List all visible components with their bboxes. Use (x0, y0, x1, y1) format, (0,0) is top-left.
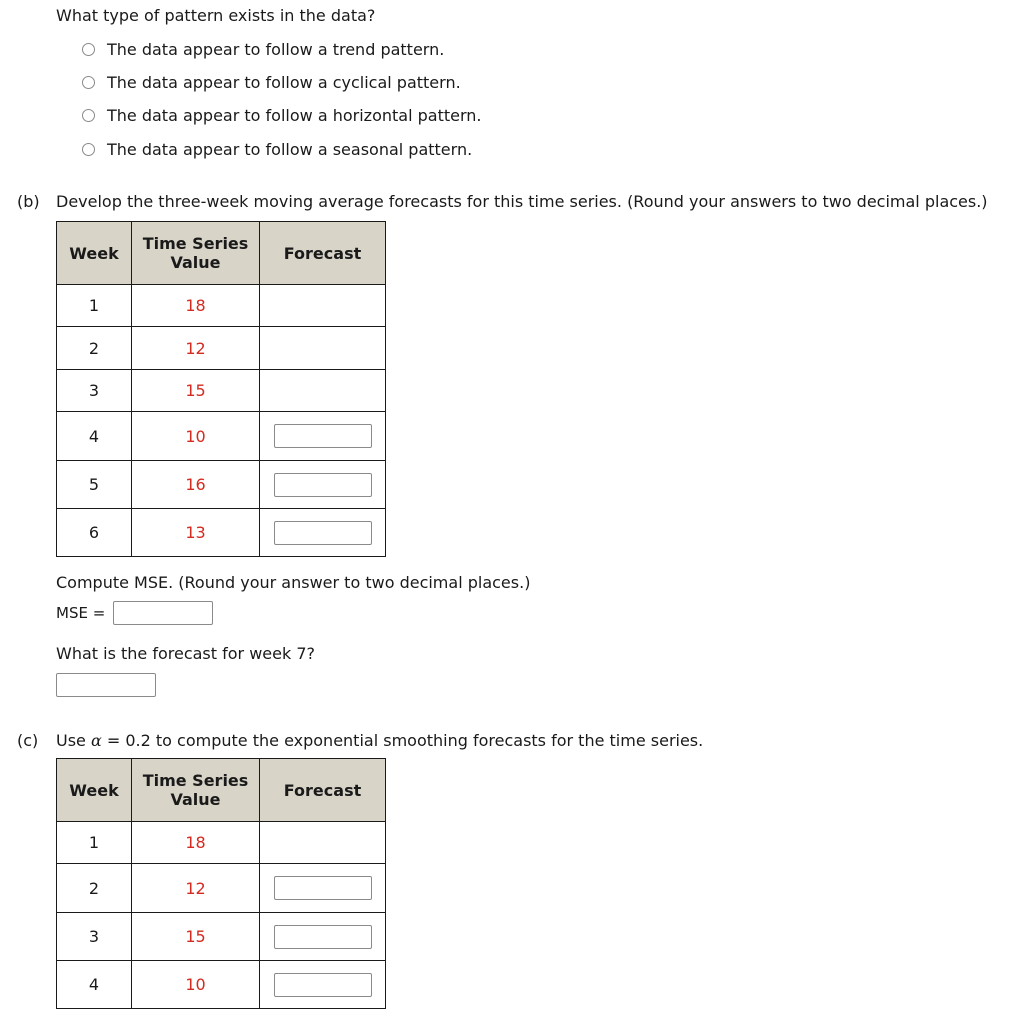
week7-forecast-input[interactable] (56, 673, 156, 697)
forecast-cell (260, 370, 386, 412)
week7-prompt: What is the forecast for week 7? (56, 644, 316, 663)
radio-button[interactable] (82, 43, 95, 56)
part-c-instruction: Use α = 0.2 to compute the exponential smoothing forecasts for the time series. (56, 731, 704, 750)
table-header-row (57, 759, 386, 822)
part-c-label: (c) (17, 731, 39, 750)
radio-button[interactable] (82, 109, 95, 122)
forecast-cell (260, 864, 386, 913)
header-time-series-value: Time Series Value (132, 222, 260, 285)
option-label: The data appear to follow a seasonal pattern. (107, 139, 473, 159)
value-cell: 18 (132, 822, 260, 864)
option-cyclical[interactable] (82, 71, 461, 93)
week7-row (56, 673, 156, 697)
value-cell: 10 (132, 412, 260, 461)
mse-input[interactable] (113, 601, 213, 625)
week-cell: 2 (57, 327, 132, 370)
forecast-cell (260, 461, 386, 509)
forecast-cell (260, 913, 386, 961)
forecast-input-week-2[interactable] (274, 876, 372, 900)
week-cell: 1 (57, 285, 132, 327)
header-time-series-value: Time Series Value (132, 759, 260, 822)
value-cell: 15 (132, 913, 260, 961)
option-trend[interactable] (82, 38, 444, 60)
table-row (57, 822, 386, 864)
value-cell: 12 (132, 327, 260, 370)
table-header-row (57, 222, 386, 285)
forecast-cell (260, 327, 386, 370)
option-horizontal[interactable] (82, 104, 481, 126)
forecast-input-week-4[interactable] (274, 973, 372, 997)
option-label: The data appear to follow a cyclical pattern. (107, 72, 461, 92)
pattern-question: What type of pattern exists in the data? (56, 6, 376, 25)
table-row (57, 961, 386, 1009)
forecast-cell (260, 285, 386, 327)
header-forecast: Forecast (260, 759, 386, 822)
value-cell: 16 (132, 461, 260, 509)
week-cell: 6 (57, 509, 132, 557)
radio-button[interactable] (82, 76, 95, 89)
forecast-input-week-4[interactable] (274, 424, 372, 448)
alpha-symbol: α (90, 731, 102, 750)
header-forecast: Forecast (260, 222, 386, 285)
week-cell: 5 (57, 461, 132, 509)
part-b-instruction: Develop the three-week moving average forecasts for this time series. (Round your answers to two decimal places.) (56, 192, 988, 211)
mse-prompt: Compute MSE. (Round your answer to two decimal places.) (56, 573, 531, 592)
forecast-cell (260, 509, 386, 557)
forecast-input-week-6[interactable] (274, 521, 372, 545)
table-row (57, 864, 386, 913)
table-row (57, 913, 386, 961)
mse-label: MSE = (56, 604, 106, 622)
table-row (57, 509, 386, 557)
forecast-cell (260, 412, 386, 461)
forecast-input-week-5[interactable] (274, 473, 372, 497)
value-cell: 18 (132, 285, 260, 327)
table-row (57, 461, 386, 509)
forecast-cell (260, 961, 386, 1009)
value-cell: 10 (132, 961, 260, 1009)
mse-row (56, 601, 213, 625)
table-row (57, 327, 386, 370)
week-cell: 1 (57, 822, 132, 864)
radio-button[interactable] (82, 143, 95, 156)
table-row (57, 370, 386, 412)
header-week: Week (57, 222, 132, 285)
value-cell: 13 (132, 509, 260, 557)
option-seasonal[interactable] (82, 138, 472, 160)
option-label: The data appear to follow a trend pattern. (107, 39, 445, 59)
header-week: Week (57, 759, 132, 822)
exponential-smoothing-table (56, 758, 386, 1009)
forecast-input-week-3[interactable] (274, 925, 372, 949)
value-cell: 12 (132, 864, 260, 913)
option-label: The data appear to follow a horizontal pattern. (107, 105, 482, 125)
table-row (57, 412, 386, 461)
week-cell: 3 (57, 913, 132, 961)
part-b-label: (b) (17, 192, 40, 211)
value-cell: 15 (132, 370, 260, 412)
week-cell: 2 (57, 864, 132, 913)
week-cell: 4 (57, 412, 132, 461)
forecast-cell (260, 822, 386, 864)
week-cell: 3 (57, 370, 132, 412)
table-row (57, 285, 386, 327)
week-cell: 4 (57, 961, 132, 1009)
moving-average-table (56, 221, 386, 557)
